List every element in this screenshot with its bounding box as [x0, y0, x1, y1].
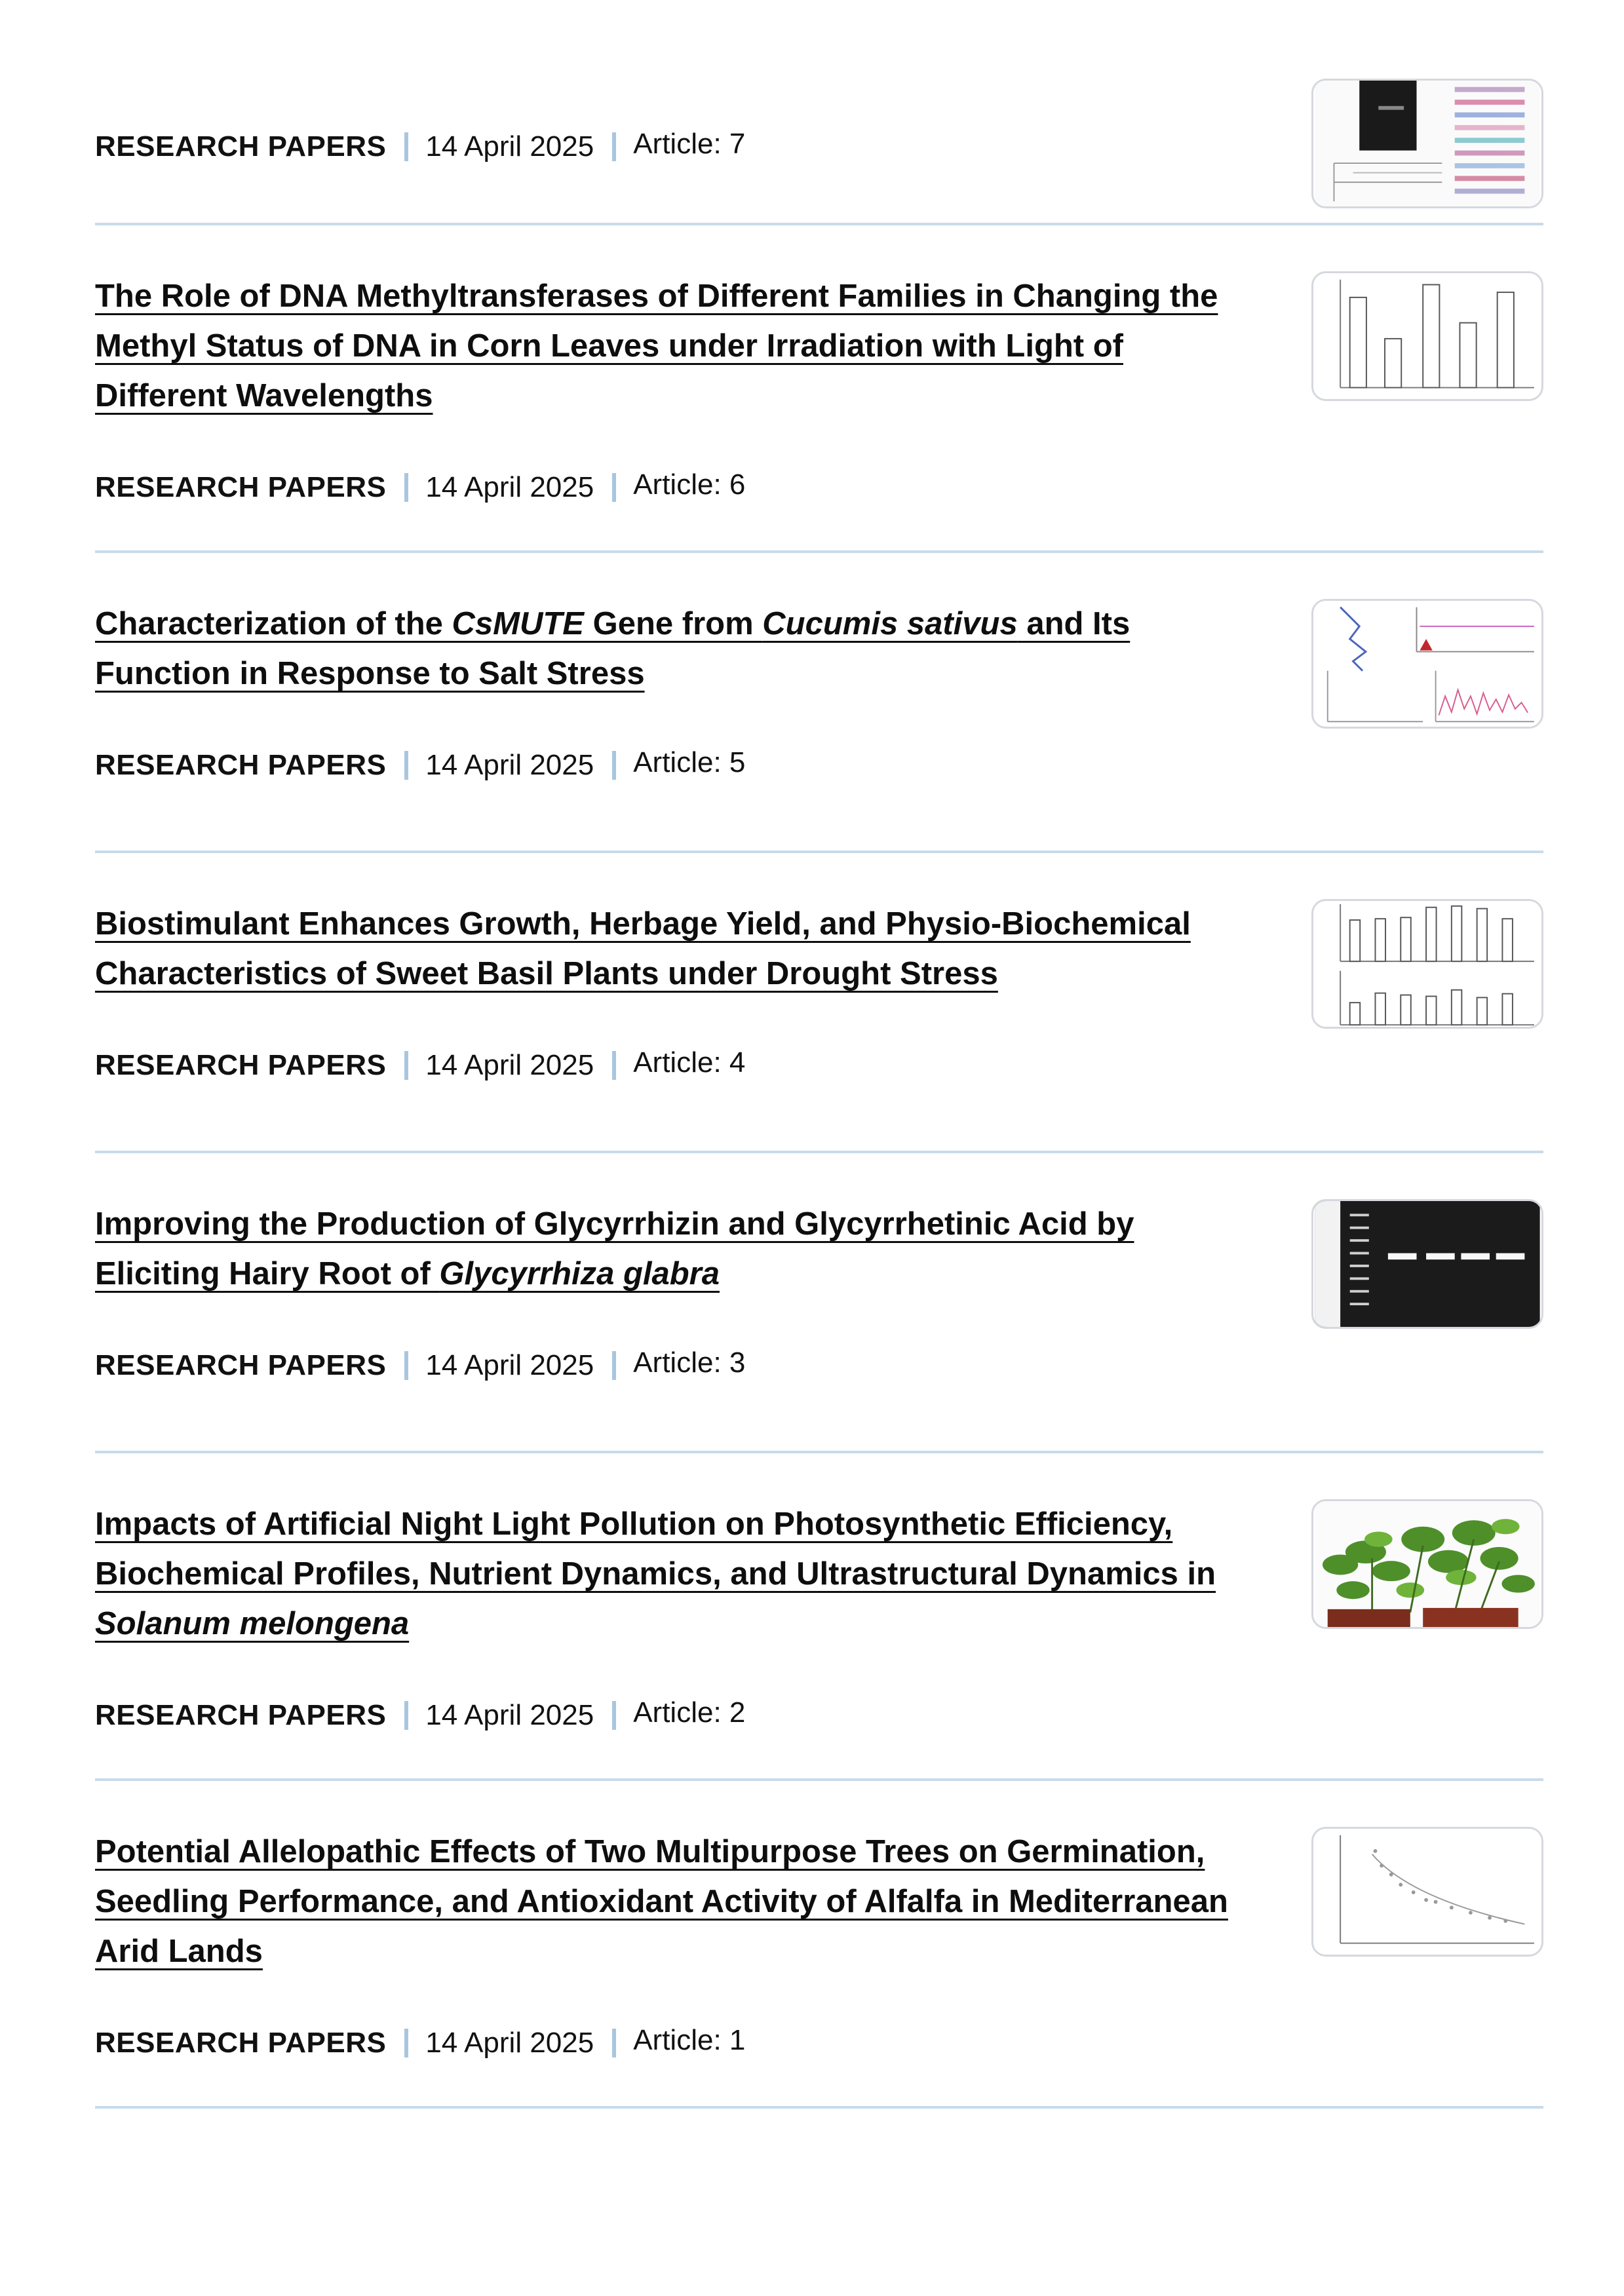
article-thumbnail[interactable]	[1311, 899, 1543, 1029]
publish-date: 14 April 2025	[425, 1049, 594, 1081]
article-thumbnail[interactable]	[1311, 599, 1543, 729]
publish-date: 14 April 2025	[425, 749, 594, 781]
list-item	[95, 1781, 1543, 2109]
article-title	[95, 599, 1262, 698]
title-segment: Characterization of the	[95, 606, 452, 641]
meta-separator	[404, 1701, 408, 1730]
article-text	[95, 1499, 1262, 1735]
title-segment: Biostimulant Enhances Growth, Herbage Yield, and Physio-Biochemical Characteristics of Sweet Basil Plants under Drought Stress	[95, 906, 1191, 991]
title-segment: and Its Function in Response to Salt Stress	[95, 606, 1131, 691]
meta-separator	[404, 1051, 408, 1080]
article-number: Article: 5	[633, 746, 746, 778]
title-segment: Potential Allelopathic Effects of Two Multipurpose Trees on Germination, Seedling Performance, and Antioxidant Activity of Alfalfa in Mediterranean Arid Lands	[95, 1834, 1228, 1969]
article-title	[95, 1499, 1262, 1649]
article-title-link[interactable]	[95, 278, 1218, 413]
meta-separator	[404, 751, 408, 780]
article-meta-wrapper	[95, 127, 1262, 166]
publish-date: 14 April 2025	[425, 471, 594, 503]
article-title	[95, 271, 1262, 421]
article-text	[95, 899, 1262, 1085]
article-number: Article: 2	[633, 1696, 746, 1729]
meta-separator	[404, 473, 408, 502]
title-segment: Gene from	[584, 606, 763, 641]
title-segment: The Role of DNA Methyltransferases of Different Families in Changing the Methyl Status of DNA in Corn Leaves under Irradiation with Light of Different Wavelengths	[95, 278, 1218, 413]
plant-photo-figure	[1313, 1501, 1541, 1627]
meta-separator	[612, 473, 616, 502]
article-meta	[95, 468, 1262, 507]
article-thumbnail[interactable]	[1311, 1199, 1543, 1329]
list-item	[95, 1153, 1543, 1453]
publish-date: 14 April 2025	[425, 130, 594, 163]
meta-separator	[612, 1051, 616, 1080]
publish-date: 14 April 2025	[425, 1349, 594, 1381]
article-list	[95, 77, 1543, 2109]
pcr-gel-figure	[1313, 1201, 1541, 1327]
article-thumbnail[interactable]	[1311, 1827, 1543, 1957]
meta-separator	[612, 132, 616, 161]
category-label[interactable]: RESEARCH PAPERS	[95, 1049, 387, 1081]
meta-separator	[612, 1351, 616, 1380]
list-item	[95, 225, 1543, 553]
article-meta	[95, 2023, 1262, 2063]
bar-chart-figure	[1313, 273, 1541, 399]
article-number: Article: 1	[633, 2024, 746, 2056]
article-number: Article: 6	[633, 469, 746, 501]
article-meta	[95, 1696, 1262, 1735]
category-label[interactable]: RESEARCH PAPERS	[95, 471, 387, 503]
article-thumbnail[interactable]	[1311, 79, 1543, 208]
publish-date: 14 April 2025	[425, 2027, 594, 2059]
category-label[interactable]: RESEARCH PAPERS	[95, 130, 387, 163]
article-title	[95, 899, 1262, 999]
title-italic-segment: Solanum melongena	[95, 1606, 410, 1641]
article-text	[95, 271, 1262, 507]
article-title-link[interactable]	[95, 1506, 1216, 1641]
meta-separator	[404, 1351, 408, 1380]
title-italic-segment: Cucumis sativus	[762, 606, 1018, 641]
article-thumbnail[interactable]	[1311, 271, 1543, 401]
title-segment: Impacts of Artificial Night Light Pollution on Photosynthetic Efficiency, Biochemical Profiles, Nutrient Dynamics, and Ultrastructural Dynamics in	[95, 1506, 1216, 1592]
article-text	[95, 599, 1262, 785]
title-italic-segment: Glycyrrhiza glabra	[439, 1256, 720, 1292]
article-thumbnail[interactable]	[1311, 1499, 1543, 1629]
list-item	[95, 1453, 1543, 1781]
list-item	[95, 553, 1543, 853]
article-number: Article: 3	[633, 1347, 746, 1379]
scatter-plot-figure	[1313, 1829, 1541, 1955]
title-segment: Improving the Production of Glycyrrhizin and Glycyrrhetinic Acid by Eliciting Hairy Root of	[95, 1206, 1134, 1292]
category-label[interactable]: RESEARCH PAPERS	[95, 1349, 387, 1381]
article-title-link[interactable]	[95, 1834, 1228, 1969]
multi-panel-plot-figure	[1313, 601, 1541, 727]
meta-separator	[612, 2029, 616, 2057]
article-meta	[95, 746, 1262, 785]
meta-separator	[612, 1701, 616, 1730]
article-title-link[interactable]	[95, 606, 1130, 691]
article-title-link[interactable]	[95, 1206, 1134, 1292]
category-label[interactable]: RESEARCH PAPERS	[95, 749, 387, 781]
list-item	[95, 77, 1543, 225]
double-bar-chart-figure	[1313, 901, 1541, 1027]
publish-date: 14 April 2025	[425, 1699, 594, 1731]
list-item	[95, 853, 1543, 1153]
article-title	[95, 1827, 1262, 1976]
gel-alignment-figure	[1313, 81, 1541, 206]
article-meta	[95, 1046, 1262, 1085]
article-title	[95, 1199, 1262, 1299]
meta-separator	[404, 132, 408, 161]
article-number: Article: 7	[633, 128, 746, 160]
category-label[interactable]: RESEARCH PAPERS	[95, 2027, 387, 2059]
article-meta	[95, 1346, 1262, 1385]
article-number: Article: 4	[633, 1046, 746, 1079]
article-title-link[interactable]	[95, 906, 1191, 991]
article-text	[95, 1827, 1262, 2063]
article-meta	[95, 127, 1262, 166]
title-italic-segment: CsMUTE	[452, 606, 584, 641]
meta-separator	[612, 751, 616, 780]
category-label[interactable]: RESEARCH PAPERS	[95, 1699, 387, 1731]
meta-separator	[404, 2029, 408, 2057]
article-text	[95, 1199, 1262, 1385]
